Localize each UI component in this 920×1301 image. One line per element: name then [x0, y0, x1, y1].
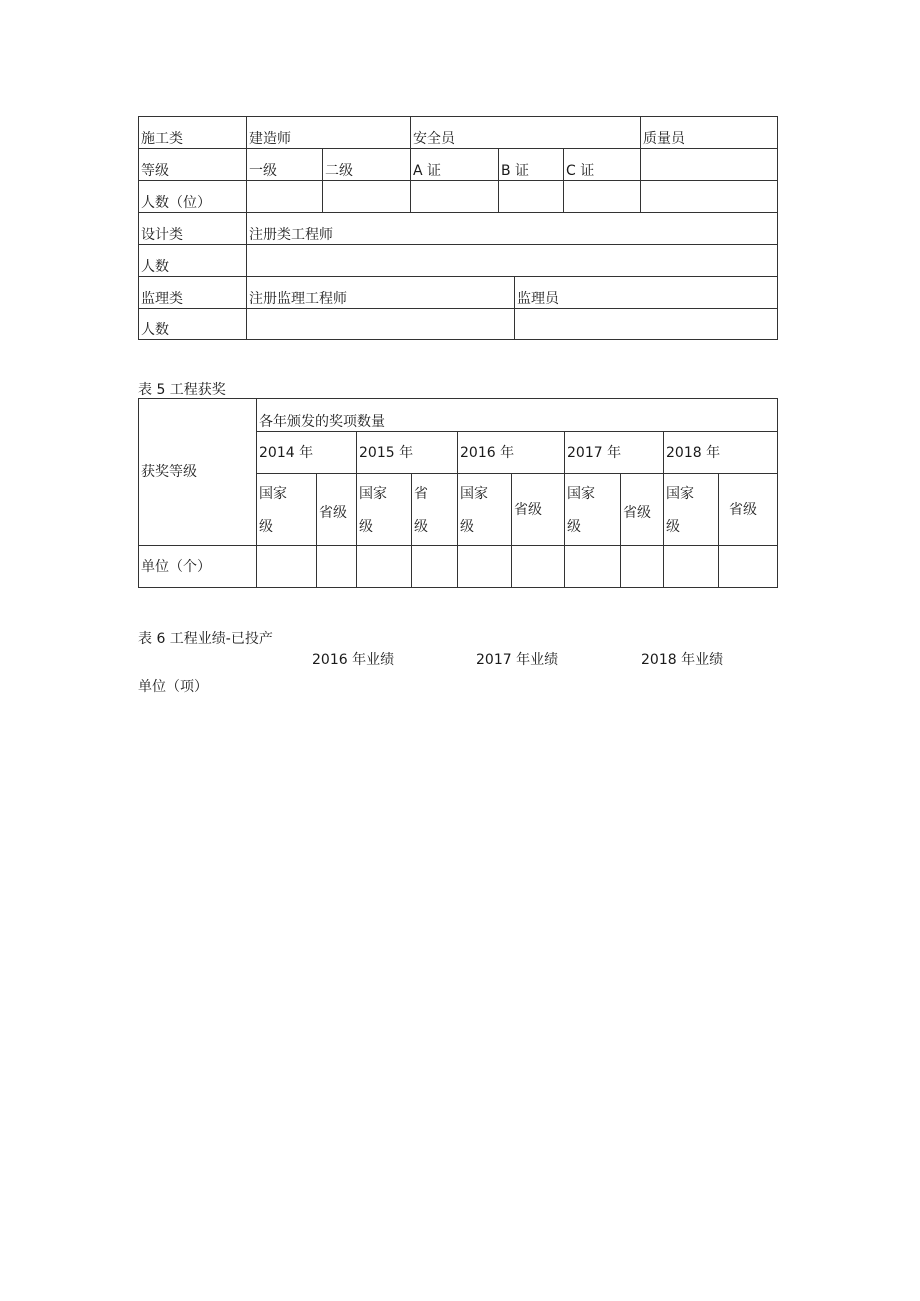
- label-unit-items: 单位（项）: [138, 679, 208, 695]
- label-national: 级: [567, 519, 581, 535]
- cell-empty: [246, 244, 778, 277]
- cell-national: [457, 473, 512, 546]
- label-provincial: 省级: [319, 505, 347, 521]
- cell-construction-category: [138, 116, 247, 149]
- label-national: 国家: [666, 486, 694, 502]
- label-year: 2017 年: [567, 445, 622, 461]
- label-registered-engineer: 注册类工程师: [249, 227, 333, 243]
- cell-year-2016: [457, 431, 565, 474]
- label-national: 国家: [359, 486, 387, 502]
- cell-headcount: [138, 244, 247, 277]
- cell-cert-b: [498, 148, 564, 181]
- cell-empty: [640, 180, 778, 213]
- cell-empty: [246, 180, 323, 213]
- cell-national: [564, 473, 621, 546]
- cell-provincial: [511, 473, 565, 546]
- header-2018-performance: 2018 年业绩: [641, 652, 724, 668]
- cell-quality-officer: [640, 116, 778, 149]
- cell-empty: [640, 148, 778, 181]
- cell-supervisor: [514, 276, 778, 309]
- cell-grade-1: [246, 148, 323, 181]
- cell-grade-2: [322, 148, 411, 181]
- cell-design-category: [138, 212, 247, 245]
- label-year: 2018 年: [666, 445, 721, 461]
- cell-empty: [411, 545, 458, 588]
- table5-caption: 表 5 工程获奖: [138, 382, 226, 398]
- header-2016-performance: 2016 年业绩: [312, 652, 395, 668]
- label-national: 级: [460, 519, 474, 535]
- label-national: 级: [666, 519, 680, 535]
- cell-headcount: [138, 308, 247, 340]
- label-builder: 建造师: [249, 131, 291, 147]
- cell-year-2014: [256, 431, 357, 474]
- cell-year-2017: [564, 431, 664, 474]
- cell-national: [256, 473, 317, 546]
- cell-cert-a: [410, 148, 499, 181]
- cell-national: [663, 473, 719, 546]
- label-headcount: 人数（位）: [141, 195, 211, 211]
- label-grade-2: 二级: [325, 163, 353, 179]
- label-national: 级: [259, 519, 273, 535]
- cell-empty: [514, 308, 778, 340]
- label-national: 级: [359, 519, 373, 535]
- label-construction: 施工类: [141, 131, 183, 147]
- label-year: 2015 年: [359, 445, 414, 461]
- cell-provincial: [620, 473, 664, 546]
- label-national: 国家: [460, 486, 488, 502]
- label-quality-officer: 质量员: [643, 131, 685, 147]
- cell-provincial: [316, 473, 357, 546]
- label-provincial: 级: [414, 519, 428, 535]
- label-registered-supervisor: 注册监理工程师: [249, 291, 347, 307]
- label-national: 国家: [259, 486, 287, 502]
- cell-builder: [246, 116, 411, 149]
- cell-supervision-category: [138, 276, 247, 309]
- label-provincial: 省级: [729, 502, 757, 518]
- cell-headcount: [138, 180, 247, 213]
- cell-year-2015: [356, 431, 458, 474]
- label-awards-group-header: 各年颁发的奖项数量: [259, 414, 385, 430]
- cell-empty: [564, 545, 621, 588]
- cell-awards-group-header: [256, 398, 778, 432]
- cell-award-level: [138, 398, 257, 546]
- label-grade: 等级: [141, 163, 169, 179]
- label-national: 国家: [567, 486, 595, 502]
- cell-registered-engineer: [246, 212, 778, 245]
- cell-empty: [620, 545, 664, 588]
- label-headcount: 人数: [141, 322, 169, 338]
- label-supervisor: 监理员: [517, 291, 559, 307]
- label-provincial: 省级: [514, 502, 542, 518]
- label-cert-b: B 证: [501, 163, 530, 179]
- label-provincial: 省: [414, 486, 428, 502]
- label-design: 设计类: [141, 227, 183, 243]
- label-provincial: 省级: [623, 505, 651, 521]
- cell-empty: [663, 545, 719, 588]
- label-award-level: 获奖等级: [141, 464, 197, 480]
- cell-empty: [563, 180, 641, 213]
- label-cert-a: A 证: [413, 163, 442, 179]
- label-year: 2016 年: [460, 445, 515, 461]
- cell-safety-officer: [410, 116, 641, 149]
- label-grade-1: 一级: [249, 163, 277, 179]
- cell-year-2018: [663, 431, 778, 474]
- label-supervision: 监理类: [141, 291, 183, 307]
- cell-empty: [457, 545, 512, 588]
- label-cert-c: C 证: [566, 163, 595, 179]
- table6-caption: 表 6 工程业绩-已投产: [138, 631, 273, 647]
- cell-provincial: [718, 473, 778, 546]
- cell-empty: [256, 545, 317, 588]
- label-unit-count: 单位（个）: [141, 559, 211, 575]
- cell-empty: [511, 545, 565, 588]
- label-year: 2014 年: [259, 445, 314, 461]
- cell-provincial: [411, 473, 458, 546]
- cell-grade: [138, 148, 247, 181]
- cell-empty: [322, 180, 411, 213]
- cell-empty: [246, 308, 515, 340]
- cell-empty: [718, 545, 778, 588]
- label-headcount: 人数: [141, 259, 169, 275]
- cell-empty: [498, 180, 564, 213]
- cell-empty: [410, 180, 499, 213]
- cell-empty: [356, 545, 412, 588]
- cell-registered-supervisor: [246, 276, 515, 309]
- cell-unit-count: [138, 545, 257, 588]
- label-safety-officer: 安全员: [413, 131, 455, 147]
- header-2017-performance: 2017 年业绩: [476, 652, 559, 668]
- cell-national: [356, 473, 412, 546]
- cell-empty: [316, 545, 357, 588]
- cell-cert-c: [563, 148, 641, 181]
